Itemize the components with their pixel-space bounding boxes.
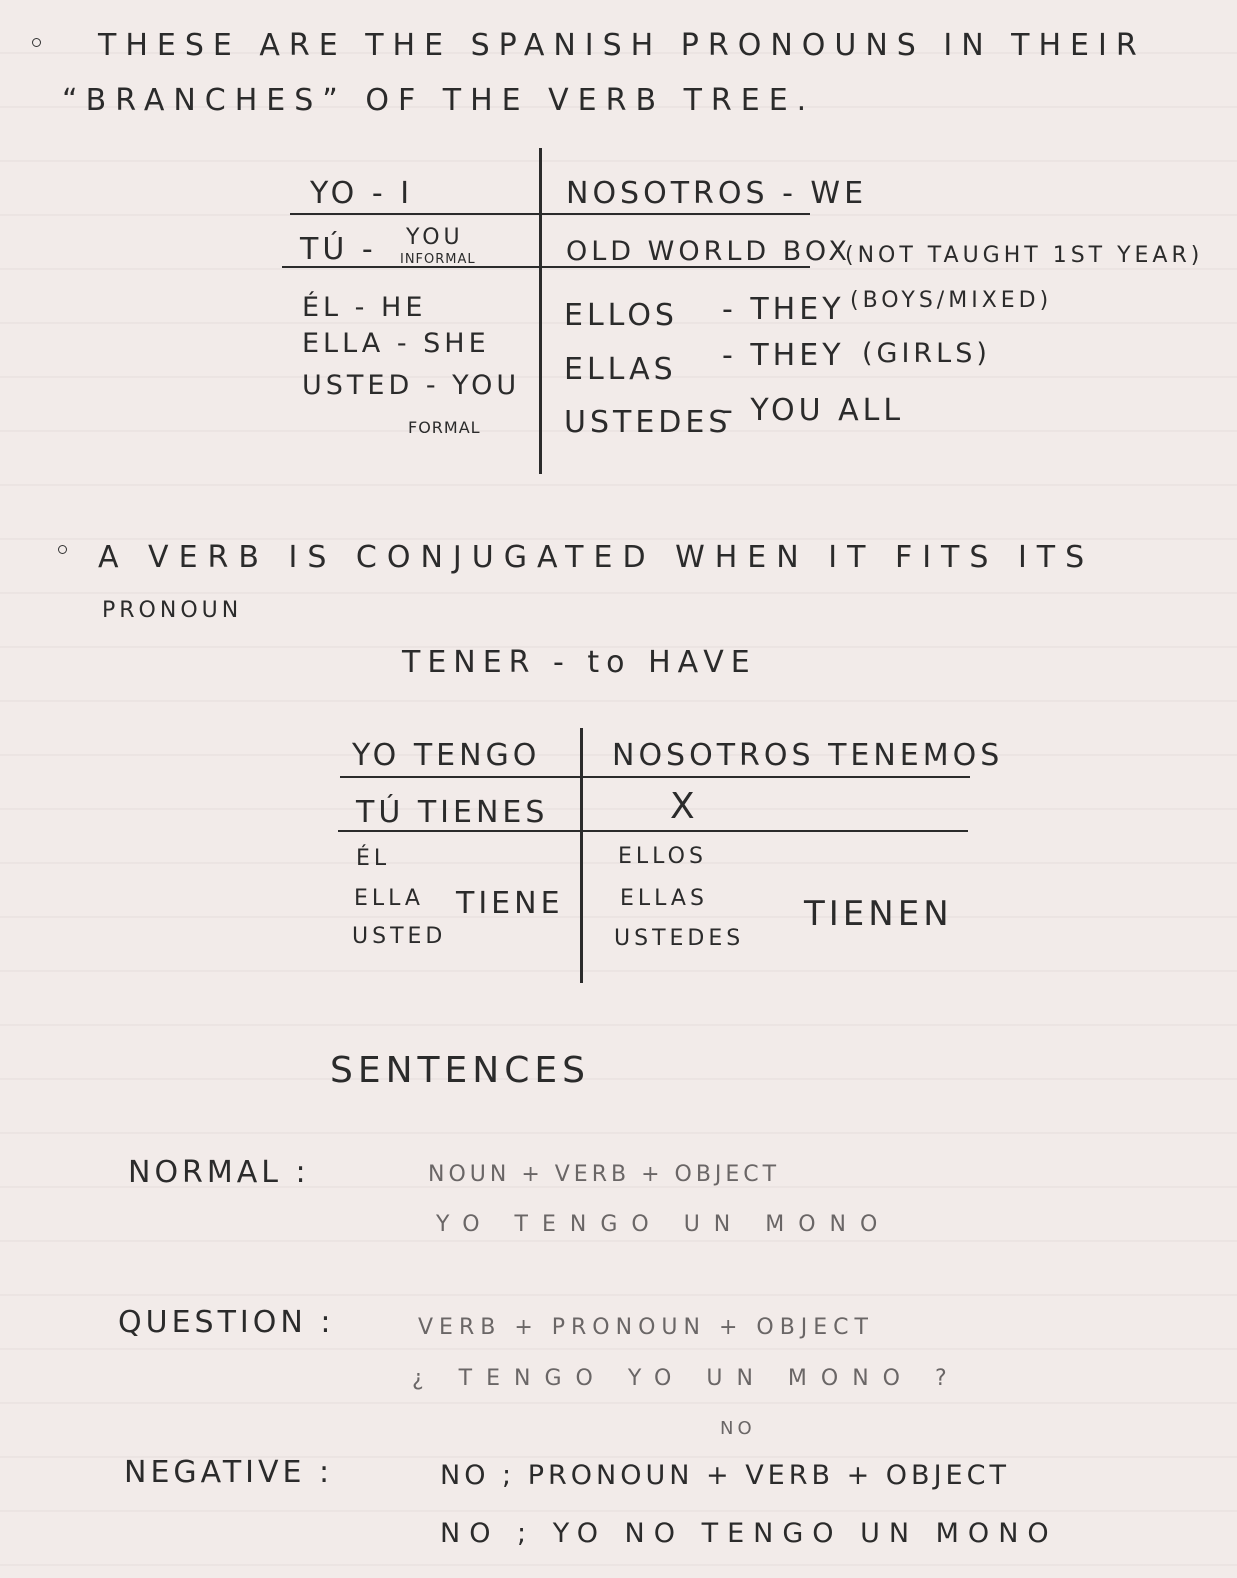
- pronoun-el: ÉL - HE: [302, 292, 427, 323]
- tener-yo: YO TENGO: [352, 738, 541, 773]
- pronoun-usted-note: FORMAL: [408, 418, 481, 437]
- sentences-heading: SENTENCES: [330, 1050, 590, 1091]
- tener-ella: ELLA: [354, 886, 424, 911]
- normal-example: YO TENGO UN MONO: [436, 1212, 892, 1237]
- tener-nosotros: NOSOTROS TENEMOS: [612, 738, 1004, 773]
- pronoun-ellos-meaning: - THEY: [722, 292, 845, 327]
- old-world-box-note: (NOT TAUGHT 1ST YEAR): [845, 243, 1204, 268]
- pronoun-tu: TÚ -: [300, 232, 377, 267]
- pronoun-tu-note-top: YOU: [406, 225, 464, 250]
- negative-label: NEGATIVE :: [124, 1455, 334, 1490]
- pronoun-ellos: ELLOS: [564, 298, 678, 333]
- pronoun-tu-note-bottom: INFORMAL: [400, 252, 476, 267]
- tener-tiene: TIENE: [456, 886, 564, 921]
- bullet-2: [58, 545, 67, 554]
- tener-usted: USTED: [352, 924, 447, 949]
- tener-table-vertical-rule: [580, 728, 583, 983]
- tener-x-mark: X: [670, 786, 699, 827]
- question-pattern: VERB + PRONOUN + OBJECT: [418, 1315, 874, 1340]
- intro-line-1: THESE ARE THE SPANISH PRONOUNS IN THEIR: [98, 28, 1146, 63]
- tener-table-rule-2: [338, 830, 968, 832]
- tener-title: TENER - to HAVE: [402, 645, 757, 680]
- negative-example: NO ; YO NO TENGO UN MONO: [440, 1518, 1058, 1549]
- pronoun-ellas-meaning: - THEY: [722, 338, 845, 373]
- pronoun-ella: ELLA - SHE: [302, 328, 490, 359]
- tener-el: ÉL: [356, 846, 391, 871]
- question-example: ¿ TENGO YO UN MONO ?: [412, 1366, 961, 1391]
- tener-ellos: ELLOS: [618, 844, 707, 869]
- pronoun-ustedes-meaning: - YOU ALL: [722, 393, 905, 428]
- bullet-1: [32, 38, 41, 47]
- conjugation-line-1: A VERB IS CONJUGATED WHEN IT FITS ITS: [98, 540, 1095, 575]
- question-label: QUESTION :: [118, 1305, 335, 1340]
- pronoun-ellos-note: (BOYS/MIXED): [850, 288, 1053, 313]
- old-world-box: OLD WORLD BOX: [566, 236, 851, 267]
- pronoun-usted: USTED - YOU: [302, 370, 521, 401]
- pronoun-ellas-note: (GIRLS): [862, 338, 991, 369]
- tener-ustedes: USTEDES: [614, 926, 745, 951]
- pronoun-yo: YO - I: [310, 176, 414, 211]
- pronoun-ellas: ELLAS: [564, 352, 677, 387]
- pronoun-table-rule-1: [290, 213, 810, 215]
- intro-line-2: “BRANCHES” OF THE VERB TREE.: [62, 83, 816, 118]
- conjugation-line-2: PRONOUN: [102, 598, 243, 623]
- tener-table-rule-1: [340, 776, 970, 778]
- tener-ellas: ELLAS: [620, 886, 708, 911]
- tener-tu: TÚ TIENES: [356, 795, 549, 830]
- pronoun-nosotros: NOSOTROS - WE: [566, 176, 868, 211]
- negative-no-above: NO: [720, 1418, 756, 1439]
- normal-label: NORMAL :: [128, 1155, 310, 1190]
- tener-tienen: TIENEN: [804, 894, 953, 934]
- normal-pattern: NOUN + VERB + OBJECT: [428, 1162, 781, 1187]
- negative-pattern: NO ; PRONOUN + VERB + OBJECT: [440, 1460, 1010, 1491]
- pronoun-table-vertical-rule: [539, 148, 542, 474]
- pronoun-ustedes: USTEDES: [564, 405, 732, 440]
